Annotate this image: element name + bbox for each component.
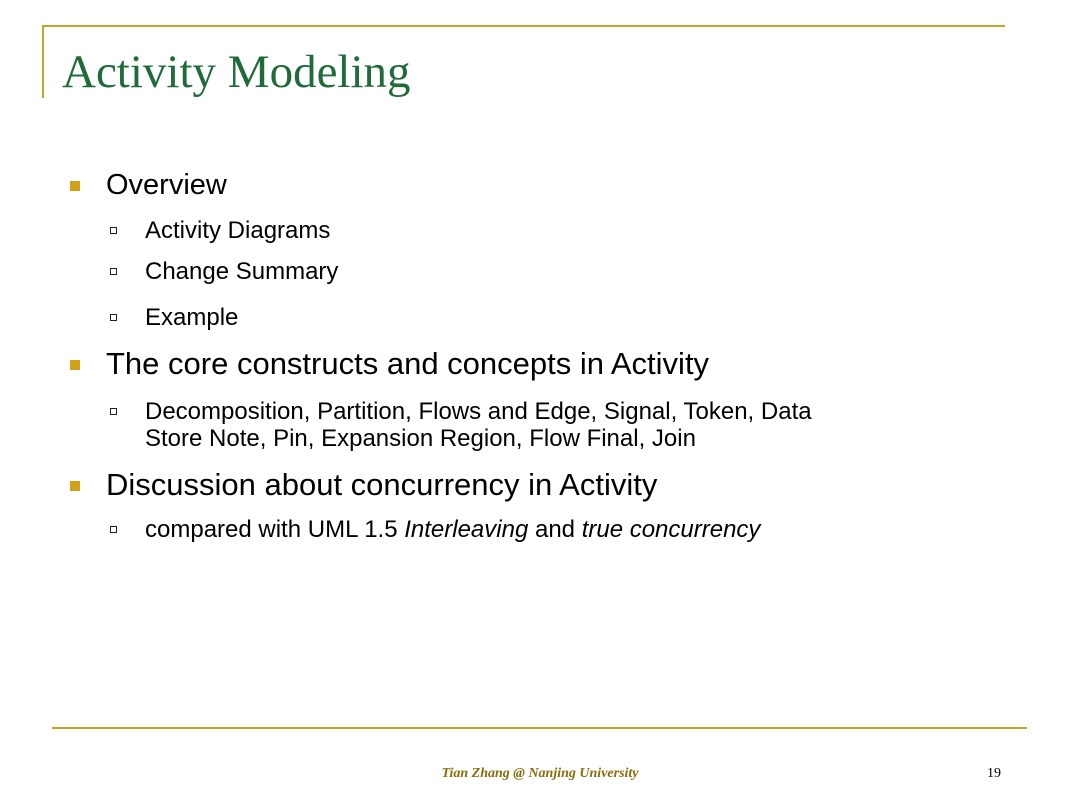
subitem-text: Change Summary [145, 258, 339, 285]
bullet-text: The core constructs and concepts in Activity [106, 346, 710, 381]
footer-divider [52, 727, 1027, 729]
emphasis-true-concurrency: true concurrency [581, 516, 761, 543]
emphasis-interleaving: Interleaving [404, 516, 529, 543]
subitem-text: Example [145, 304, 239, 331]
square-bullet-icon [70, 360, 80, 370]
bullet-text: Discussion about concurrency in Activity [106, 467, 658, 502]
hollow-square-bullet-icon [110, 314, 117, 321]
subitem-text-line-2: Store Note, Pin, Expansion Region, Flow Final, Join [145, 425, 696, 452]
subitem-text [145, 516, 1005, 543]
footer-credit: Tian Zhang @ Nanjing University [441, 766, 639, 781]
subitem-text [145, 398, 1005, 452]
subitem-text-part: and [528, 516, 582, 543]
square-bullet-icon [70, 481, 80, 491]
hollow-square-bullet-icon [110, 408, 117, 415]
hollow-square-bullet-icon [110, 227, 117, 234]
bullet-text: Overview [106, 169, 227, 201]
subitem-text-part: compared with UML 1.5 [145, 516, 405, 543]
hollow-square-bullet-icon [110, 268, 117, 275]
hollow-square-bullet-icon [110, 526, 117, 533]
subitem-text: Activity Diagrams [145, 217, 331, 244]
slide-title: Activity Modeling [62, 46, 411, 98]
square-bullet-icon [70, 181, 80, 191]
subitem-text-line-1: Decomposition, Partition, Flows and Edge, Signal, Token, Data [145, 398, 812, 425]
page-number: 19 [987, 766, 1001, 781]
